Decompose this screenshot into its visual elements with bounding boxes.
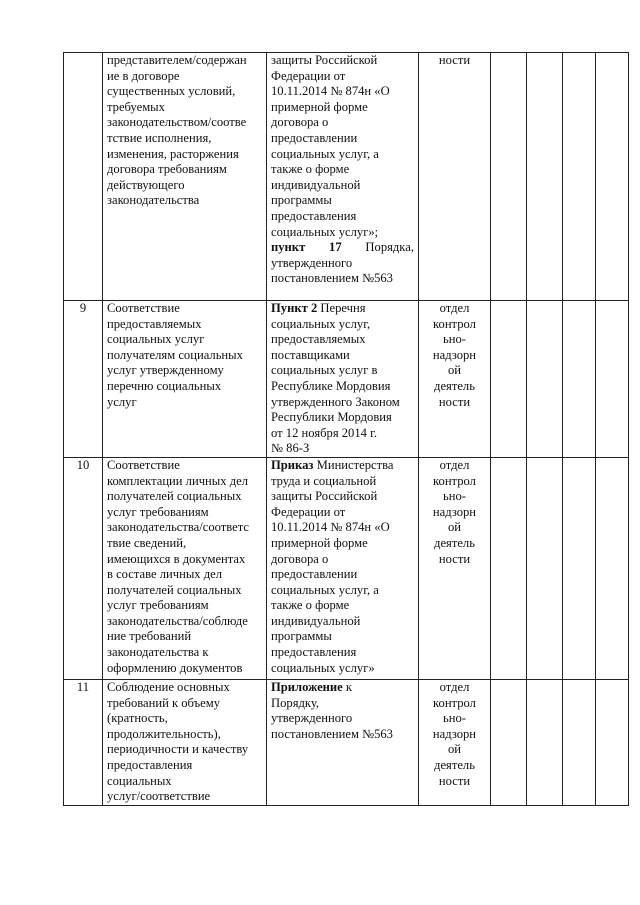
text-line: [271, 348, 414, 364]
reference-text: предоставлении: [271, 130, 358, 145]
text-line: ие в договоре: [107, 68, 180, 83]
text-line: требуемых: [107, 99, 165, 114]
reference-text: утвержденного Законом: [271, 394, 400, 409]
reference-text: социальных услуг, а: [271, 146, 379, 161]
text-line: [271, 614, 414, 630]
text-line: надзорн: [432, 726, 477, 741]
row-number: 11: [76, 679, 90, 694]
text-line: [271, 100, 414, 116]
text-line: [271, 426, 414, 442]
text-line: законодательства: [107, 193, 200, 208]
text-line: отдел: [439, 679, 470, 694]
text-line: [271, 661, 414, 677]
reference-text: социальных услуг»;: [271, 224, 379, 239]
text-line: [271, 69, 414, 85]
text-line: ой: [447, 520, 462, 535]
reference-text: социальных услуг»: [271, 660, 375, 675]
text-line: контрол: [433, 473, 476, 488]
bold-reference: Приказ: [271, 457, 314, 472]
text-line: отдел: [439, 301, 470, 315]
text-line: оформлению документов: [107, 660, 243, 675]
reference-text: Порядка,: [365, 240, 414, 255]
regulation-cell: [267, 53, 419, 301]
text-line: комплектации личных дел: [107, 473, 248, 488]
text-line: представителем/содержан: [107, 53, 247, 67]
text-line: ности: [438, 551, 471, 566]
reference-text: защиты Российской: [271, 53, 378, 67]
text-line: [271, 131, 414, 147]
text-line: [271, 727, 414, 743]
text-line: получателей социальных: [107, 582, 242, 597]
text-line: услуг: [107, 394, 137, 409]
text-line: законодательства/соответс: [107, 520, 249, 535]
text-line: деятель: [434, 535, 475, 550]
text-line: [271, 520, 414, 536]
responsible-department-cell: [419, 53, 491, 301]
text-line: действующего: [107, 177, 185, 192]
criterion-cell: [103, 53, 267, 301]
criterion-cell: [103, 457, 267, 679]
text-line: [271, 629, 414, 645]
regulation-cell: [267, 301, 419, 458]
text-line: [271, 209, 414, 225]
text-line: продолжительность),: [107, 726, 221, 741]
text-line: ой: [447, 363, 462, 378]
text-line: [271, 645, 414, 661]
text-line: надзорн: [432, 347, 477, 362]
reference-text: Министерства: [313, 457, 394, 472]
text-line: [271, 441, 414, 457]
text-line: услуг утвержденному: [107, 363, 224, 378]
text-line: ьно-: [443, 332, 466, 347]
empty-cell: [527, 53, 563, 301]
text-line: ности: [438, 773, 471, 788]
responsible-department-cell: [419, 457, 491, 679]
regulation-cell: [267, 457, 419, 679]
row-number-cell: [64, 53, 103, 301]
reference-text: предоставления: [271, 645, 357, 660]
text-line: отдел: [439, 457, 470, 472]
text-line: ние требований: [107, 629, 192, 644]
text-line: законодательством/соотве: [107, 115, 247, 130]
inspection-criteria-table: [63, 52, 629, 806]
table-row: [64, 53, 629, 301]
text-line: [271, 680, 414, 696]
reference-text: 10.11.2014 № 874н «О: [271, 520, 390, 535]
reference-text: индивидуальной: [271, 177, 361, 192]
reference-text: утвержденного: [271, 255, 353, 270]
reference-text: Перечня: [317, 301, 366, 315]
text-line: [271, 696, 414, 712]
reference-text: поставщиками: [271, 347, 350, 362]
text-line: [271, 583, 414, 599]
text-line: Соблюдение основных: [107, 679, 230, 694]
reference-text: индивидуальной: [271, 613, 361, 628]
text-line: [271, 147, 414, 163]
reference-text: социальных услуг в: [271, 363, 378, 378]
text-line: [271, 162, 414, 178]
reference-text: к: [342, 679, 353, 694]
text-line: ности: [438, 394, 471, 409]
bold-reference: Пункт 2: [271, 301, 318, 315]
text-line: [271, 115, 414, 131]
text-line: имеющихся в документах: [107, 551, 246, 566]
text-line: [271, 598, 414, 614]
text-line: ьно-: [443, 711, 466, 726]
text-line: контрол: [433, 316, 476, 331]
text-line: [271, 536, 414, 552]
text-line: контрол: [433, 695, 476, 710]
table-row: [64, 457, 629, 679]
text-line: [271, 379, 414, 395]
text-line: [271, 332, 414, 348]
text-line: предоставляемых: [107, 316, 202, 331]
text-line: [271, 84, 414, 100]
empty-cell: [563, 301, 596, 458]
reference-text: Республике Мордовия: [271, 378, 391, 393]
row-number: 10: [76, 457, 90, 472]
text-line: ой: [447, 742, 462, 757]
bold-reference-number: 17: [329, 240, 342, 255]
text-line: социальных услуг: [107, 332, 205, 347]
table-row: [64, 301, 629, 458]
reference-text: программы: [271, 193, 332, 208]
row-number-cell: [64, 457, 103, 679]
reference-text: также о форме: [271, 162, 350, 177]
text-line: [271, 410, 414, 426]
reference-text: социальных услуг,: [271, 316, 371, 331]
text-line: деятель: [434, 378, 475, 393]
criterion-cell: [103, 679, 267, 805]
text-line: ности: [438, 53, 471, 67]
text-line: социальных: [107, 773, 172, 788]
reference-text: Федерации от: [271, 68, 346, 83]
text-line: законодательства к: [107, 645, 209, 660]
bold-reference: Приложение: [271, 679, 343, 694]
reference-text: 10.11.2014 № 874н «О: [271, 84, 390, 99]
text-line: [271, 53, 414, 69]
reference-text: предоставления: [271, 208, 357, 223]
text-line: Соответствие: [107, 301, 180, 315]
empty-cell: [491, 457, 527, 679]
text-line: услуг требованиям: [107, 598, 209, 613]
reference-text: постановлением №563: [271, 726, 393, 741]
reference-text: № 86-З: [271, 441, 310, 456]
empty-cell: [527, 457, 563, 679]
reference-text: Порядку,: [271, 695, 320, 710]
empty-cell: [596, 53, 629, 301]
empty-cell: [563, 679, 596, 805]
text-line: (кратность,: [107, 711, 168, 726]
text-line: перечню социальных: [107, 378, 222, 393]
text-line: предоставления: [107, 757, 193, 772]
text-line: изменения, расторжения: [107, 146, 239, 161]
text-line: твие сведений,: [107, 535, 187, 550]
text-line: [271, 301, 414, 317]
text-line: [271, 474, 414, 490]
row-number-cell: [64, 301, 103, 458]
regulation-cell: [267, 679, 419, 805]
text-line: существенных условий,: [107, 84, 236, 99]
text-line: [271, 193, 414, 209]
reference-text: утвержденного: [271, 711, 353, 726]
reference-text: примерной форме: [271, 99, 368, 114]
text-line: в составе личных дел: [107, 567, 223, 582]
text-line: [271, 711, 414, 727]
text-line: [271, 395, 414, 411]
text-line: [271, 178, 414, 194]
empty-cell: [491, 53, 527, 301]
reference-text: договора о: [271, 115, 329, 130]
text-line: [271, 225, 414, 241]
reference-text: постановлением №563: [271, 271, 393, 286]
text-line: ьно-: [443, 489, 466, 504]
reference-text: защиты Российской: [271, 489, 378, 504]
row-number: 9: [79, 301, 87, 315]
text-line: получателей социальных: [107, 489, 242, 504]
text-line: Соответствие: [107, 457, 180, 472]
empty-cell: [596, 457, 629, 679]
responsible-department-cell: [419, 301, 491, 458]
text-line: [271, 240, 414, 256]
empty-cell: [596, 301, 629, 458]
text-line: [271, 256, 414, 272]
text-line: деятель: [434, 757, 475, 772]
empty-cell: [527, 679, 563, 805]
empty-cell: [596, 679, 629, 805]
text-line: периодичности и качеству: [107, 742, 249, 757]
text-line: [271, 567, 414, 583]
empty-cell: [527, 301, 563, 458]
text-line: надзорн: [432, 504, 477, 519]
text-line: [271, 363, 414, 379]
reference-text: Федерации от: [271, 504, 346, 519]
empty-cell: [563, 457, 596, 679]
reference-text: программы: [271, 629, 332, 644]
reference-text: предоставляемых: [271, 332, 366, 347]
empty-cell: [491, 301, 527, 458]
responsible-department-cell: [419, 679, 491, 805]
text-line: [271, 552, 414, 568]
text-line: законодательства/соблюде: [107, 613, 248, 628]
text-line: договора требованиям: [107, 162, 227, 177]
text-line: услуг требованиям: [107, 504, 209, 519]
reference-text: от 12 ноября 2014 г.: [271, 425, 377, 440]
reference-text: социальных услуг, а: [271, 582, 379, 597]
empty-cell: [563, 53, 596, 301]
text-line: [271, 505, 414, 521]
table-row: [64, 679, 629, 805]
text-line: тствие исполнения,: [107, 130, 212, 145]
reference-text: Республики Мордовия: [271, 410, 392, 425]
reference-text: предоставлении: [271, 567, 358, 582]
text-line: [271, 489, 414, 505]
reference-text: договора о: [271, 551, 329, 566]
text-line: требований к объему: [107, 695, 221, 710]
row-number-cell: [64, 679, 103, 805]
reference-text: примерной форме: [271, 535, 368, 550]
reference-text: труда и социальной: [271, 473, 377, 488]
text-line: услуг/соответствие: [107, 789, 211, 804]
text-line: [271, 458, 414, 474]
bold-reference: пункт: [271, 240, 306, 255]
criterion-cell: [103, 301, 267, 458]
text-line: [271, 317, 414, 333]
text-line: получателям социальных: [107, 347, 243, 362]
empty-cell: [491, 679, 527, 805]
text-line: [271, 271, 414, 287]
reference-text: также о форме: [271, 598, 350, 613]
